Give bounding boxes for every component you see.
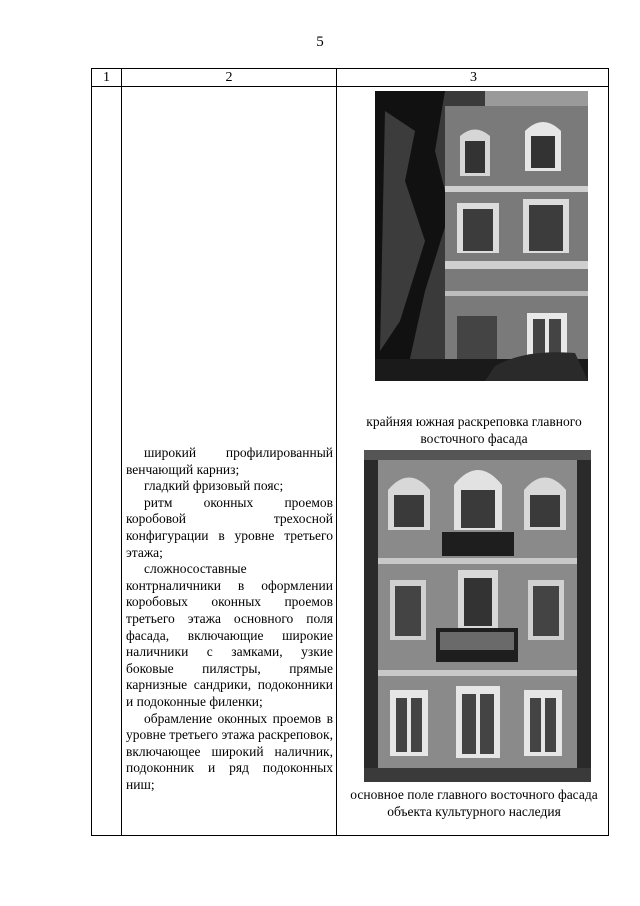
feature-item: обрамление оконных проемов в уровне третьего этажа раскреповок, включающее широкий наличник, подоконник и ряд подоконных ниш; xyxy=(126,710,333,792)
column-divider-1 xyxy=(121,69,122,835)
column-divider-2 xyxy=(336,69,337,835)
header-row-divider xyxy=(92,86,608,87)
photo-caption-south: крайняя южная раскреповка главного восточного фасада xyxy=(366,414,582,446)
feature-item: сложносоставные контрналичники в оформлении коробовых оконных проемов третьего этажа основного поля фасада, включающие широкие наличники с замками, узкие боковые пилястры, прямые карнизные сандрики, подоконники и подоконные филенки; xyxy=(126,561,333,709)
header-cell-1: 1 xyxy=(103,70,110,85)
photo-caption-main: основное поле главного восточного фасада объекта культурного наследия xyxy=(350,787,598,819)
feature-item: гладкий фризовый пояс; xyxy=(144,478,284,494)
header-cell-3: 3 xyxy=(470,70,477,85)
feature-list xyxy=(126,445,333,793)
building-photo-main-icon xyxy=(364,450,591,782)
document-table xyxy=(91,68,609,836)
header-cell-2: 2 xyxy=(225,70,233,85)
page-number: 5 xyxy=(316,34,324,50)
feature-item: широкий профилированный венчающий карниз; xyxy=(126,445,333,477)
feature-item: ритм оконных проемов коробовой трехосной конфигурации в уровне третьего этажа; xyxy=(126,494,333,560)
building-photo-south-icon xyxy=(375,91,588,381)
